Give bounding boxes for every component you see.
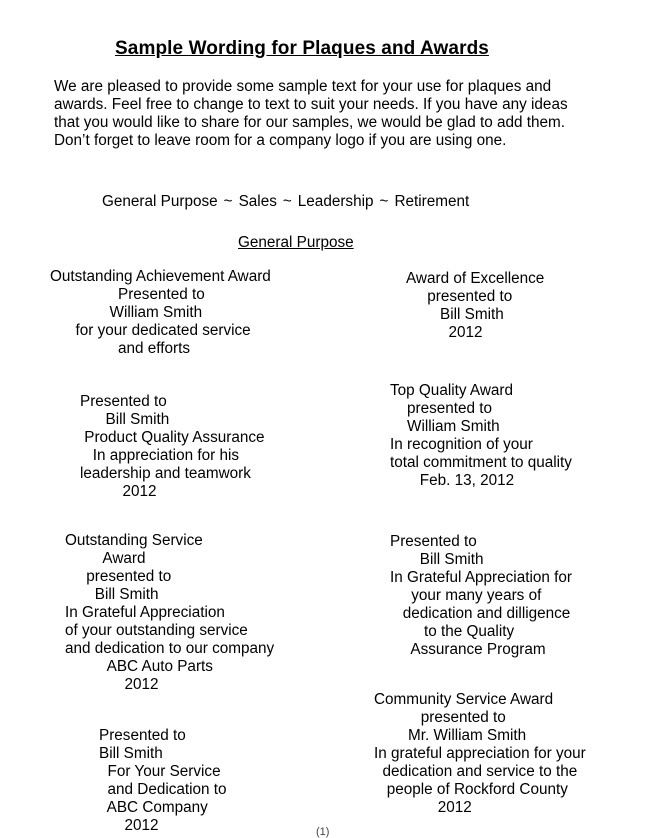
award-line: 2012 (80, 483, 157, 500)
award-line: and Dedication to (99, 781, 227, 798)
nav-separator: ~ (379, 193, 389, 210)
award-line: William Smith (50, 304, 203, 321)
award-block-top-quality (390, 382, 572, 490)
award-line: presented to (374, 709, 506, 726)
award-line: 2012 (99, 817, 159, 834)
award-line: for your dedicated service (50, 322, 251, 339)
page-number: (1) (316, 826, 330, 838)
award-line: Assurance Program (390, 641, 546, 658)
award-line: Award of Excellence (406, 270, 545, 287)
award-block-service-dedication (99, 727, 227, 835)
award-line: 2012 (374, 799, 472, 816)
award-block-outstanding-achievement (50, 268, 271, 358)
nav-general-purpose: General Purpose (102, 193, 218, 210)
award-line: Award (65, 550, 146, 567)
award-line: presented to (65, 568, 172, 585)
award-line: presented to (406, 288, 513, 305)
award-line: of your outstanding service (65, 622, 248, 639)
award-line: Bill Smith (390, 551, 484, 568)
award-block-community-service (374, 691, 586, 817)
section-heading: General Purpose (238, 234, 354, 251)
award-line: to the Quality (390, 623, 515, 640)
award-line: In grateful appreciation for your (374, 745, 586, 762)
award-line: Bill Smith (99, 745, 163, 762)
award-block-grateful-appreciation (390, 533, 572, 659)
award-line: Bill Smith (406, 306, 504, 323)
nav-sales: Sales (238, 193, 277, 210)
award-line: In Grateful Appreciation (65, 604, 225, 621)
award-line: William Smith (390, 418, 500, 435)
award-block-product-quality (80, 393, 265, 501)
award-line: Presented to (80, 393, 167, 410)
award-block-outstanding-service (65, 532, 274, 694)
award-line: In Grateful Appreciation for (390, 569, 572, 586)
nav-separator: ~ (223, 193, 233, 210)
award-line: 2012 (65, 676, 159, 693)
award-line: Presented to (99, 727, 186, 744)
award-line: Community Service Award (374, 691, 554, 708)
award-line: dedication and service to the (374, 763, 578, 780)
nav-leadership: Leadership (297, 193, 374, 210)
award-line: leadership and teamwork (80, 465, 251, 482)
award-line: your many years of (390, 587, 542, 604)
award-line: people of Rockford County (374, 781, 568, 798)
award-line: and efforts (50, 340, 191, 357)
award-line: ABC Auto Parts (65, 658, 213, 675)
award-line: Bill Smith (65, 586, 159, 603)
page-title: Sample Wording for Plaques and Awards (115, 38, 489, 59)
award-line: 2012 (406, 324, 483, 341)
award-line: In appreciation for his (80, 447, 240, 464)
award-block-excellence (406, 270, 544, 342)
intro-paragraph: We are pleased to provide some sample text for your use for plaques and awards. Feel free to change to text to suit your needs. If you have any ideas that you would like to share for our samples, we would be glad to add them. Don’t forget to leave room for a company logo if you are using one. (54, 78, 568, 149)
award-line: total commitment to quality (390, 454, 572, 471)
award-line: presented to (390, 400, 493, 417)
award-line: Presented to (50, 286, 205, 303)
award-line: Bill Smith (80, 411, 170, 428)
award-line: Product Quality Assurance (80, 429, 265, 446)
award-line: and dedication to our company (65, 640, 275, 657)
award-line: Top Quality Award (390, 382, 514, 399)
nav-separator: ~ (282, 193, 292, 210)
award-line: Mr. William Smith (374, 727, 527, 744)
award-line: Outstanding Achievement Award (50, 268, 271, 285)
award-line: Outstanding Service (65, 532, 203, 549)
nav-retirement: Retirement (394, 193, 470, 210)
category-nav (102, 193, 469, 211)
award-line: dedication and dilligence (390, 605, 571, 622)
award-line: In recognition of your (390, 436, 533, 453)
award-line: Presented to (390, 533, 477, 550)
award-line: Feb. 13, 2012 (390, 472, 515, 489)
award-line: ABC Company (99, 799, 208, 816)
award-line: For Your Service (99, 763, 221, 780)
